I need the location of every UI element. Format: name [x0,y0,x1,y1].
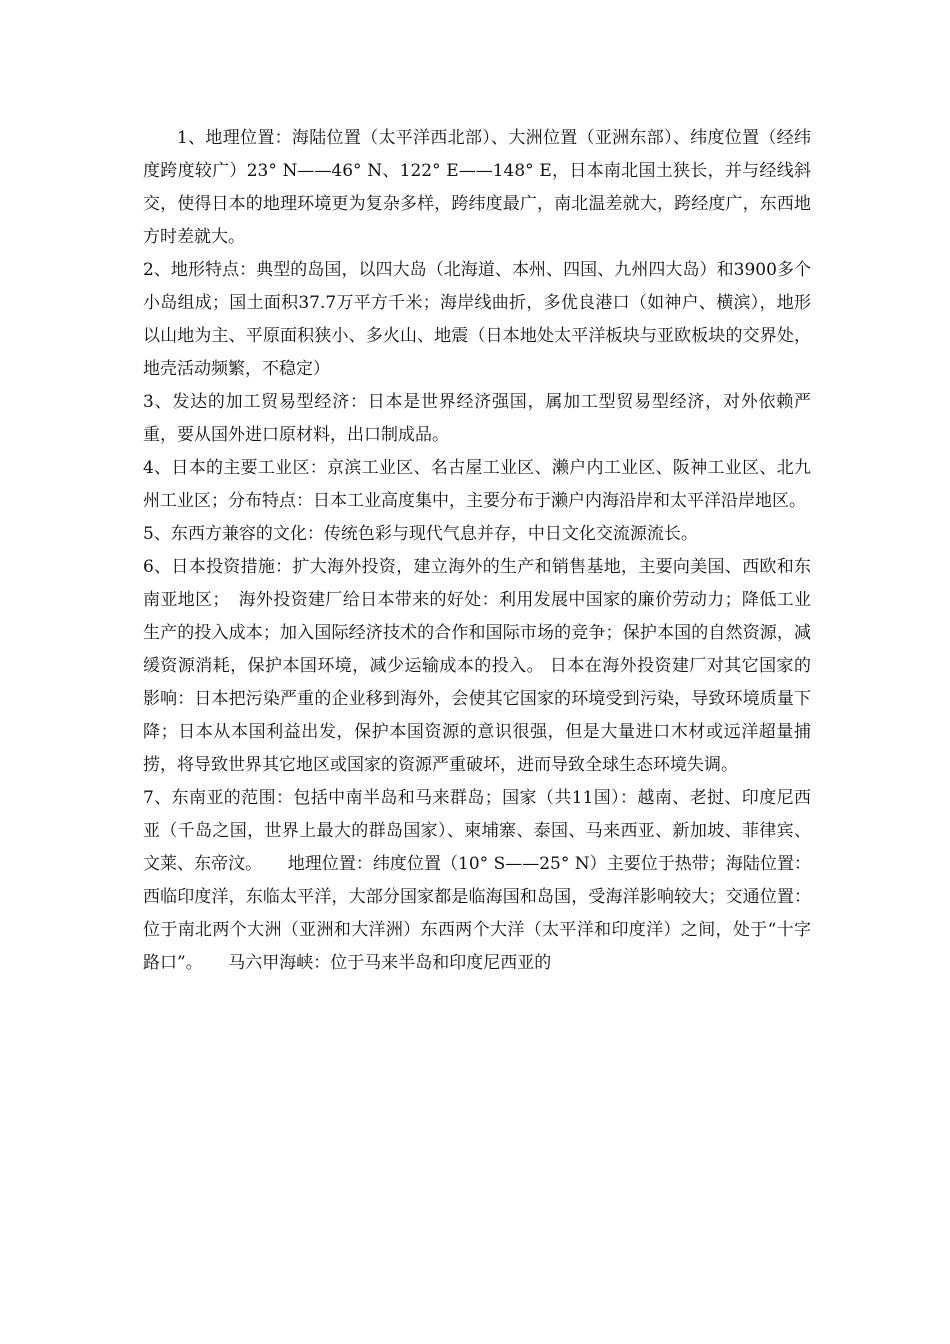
paragraph-culture: 5、东西方兼容的文化：传统色彩与现代气息并存，中日文化交流源流长。 [143,524,698,544]
paragraph-geographic-location: 1、地理位置：海陆位置（太平洋西北部）、大洲位置（亚洲东部）、纬度位置（经纬度跨度较广）23° N——46° N、122° E——148° E，日本南北国土狭长，并与经线斜交，使得日本的地理环境更为复杂多样，跨纬度最广，南北温差就大，跨经度广，东西地方时差就大。 [143,128,811,247]
paragraph-overseas-investment: 6、日本投资措施：扩大海外投资，建立海外的生产和销售基地，主要向美国、西欧和东南亚地区； 海外投资建厂给日本带来的好处：利用发展中国家的廉价劳动力；降低工业生产的投入成本；加入国际经济技术的合作和国际市场的竞争；保护本国的自然资源，减缓资源消耗，保护本国环境，减少运输成本的投入。 日本在海外投资建厂对其它国家的影响：日本把污染严重的企业移到海外，会使其它国家的环境受到污染，导致环境质量下降；日本从本国利益出发，保护本国资源的意识很强，但是大量进口木材或远洋超量捕捞，将导致世界其它地区或国家的资源严重破坏，进而导致全球生态环境失调。 [143,557,811,775]
paragraph-southeast-asia: 7、东南亚的范围：包括中南半岛和马来群岛；国家（共11国）：越南、老挝、印度尼西亚（千岛之国，世界上最大的群岛国家）、柬埔寨、泰国、马来西亚、新加坡、菲律宾、文莱、东帝汶。 地理位置：纬度位置（10° S——25° N）主要位于热带；海陆位置：西临印度洋，东临太平洋，大部分国家都是临海国和岛国，受海洋影响较大；交通位置：位于南北两个大洲（亚洲和大洋洲）东西两个大洋（太平洋和印度洋）之间，处于“十字路口”。 马六甲海峡：位于马来半岛和印度尼西亚的 [143,788,811,973]
paragraph-industrial-zones: 4、日本的主要工业区：京滨工业区、名古屋工业区、濑户内工业区、阪神工业区、北九州工业区；分布特点：日本工业高度集中，主要分布于濑户内海沿岸和太平洋沿岸地区。 [143,458,811,511]
paragraph-processing-trade-economy: 3、发达的加工贸易型经济：日本是世界经济强国，属加工型贸易型经济，对外依赖严重，要从国外进口原材料，出口制成品。 [143,392,811,445]
document-body [143,122,811,980]
paragraph-terrain-features: 2、地形特点：典型的岛国，以四大岛（北海道、本州、四国、九州四大岛）和3900多个小岛组成；国土面积37.7万平方千米；海岸线曲折，多优良港口（如神户、横滨），地形以山地为主、平原面积狭小、多火山、地震（日本地处太平洋板块与亚欧板块的交界处，地壳活动频繁，不稳定） [143,260,811,379]
